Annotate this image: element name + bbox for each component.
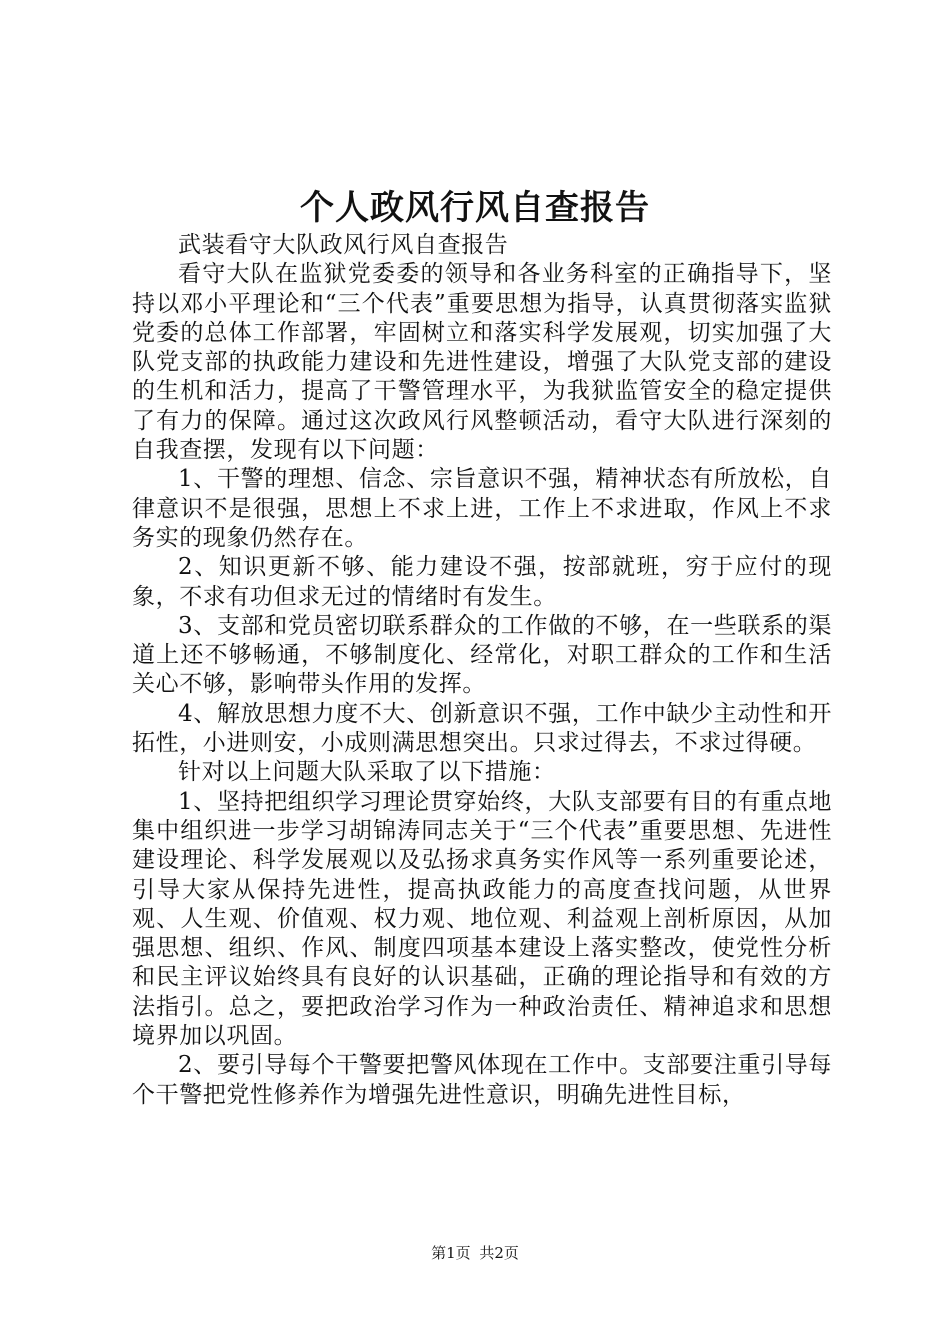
page-number: 第1页 — [431, 1244, 471, 1262]
page-total: 共2页 — [479, 1244, 519, 1262]
document-title: 个人政风行风自查报告 — [300, 188, 650, 228]
page-footer — [0, 1243, 950, 1263]
document-body — [132, 231, 832, 1110]
measures-heading: 针对以上问题大队采取了以下措施： — [178, 759, 556, 786]
intro-paragraph: 看守大队在监狱党委委的领导和各业务科室的正确指导下，坚持以邓小平理论和“三个代表”重要思想为指导，认真贯彻落实监狱党委的总体工作部署，牢固树立和落实科学发展观，切实加强了大队党支部的执政能力建设和先进性建设，增强了大队党支部的建设的生机和活力，提高了干警管理水平，为我狱监管安全的稳定提供了有力的保障。通过这次政风行风整顿活动，看守大队进行深刻的自我查摆，发现有以下问题： — [132, 261, 832, 464]
problem-item-3: 3、支部和党员密切联系群众的工作做的不够，在一些联系的渠道上还不够畅通，不够制度化、经常化，对职工群众的工作和生活关心不够，影响带头作用的发挥。 — [132, 612, 832, 698]
problem-item-4: 4、解放思想力度不大、创新意识不强，工作中缺少主动性和开拓性，小进则安，小成则满思想突出。只求过得去，不求过得硬。 — [132, 700, 832, 757]
measure-item-1: 1、坚持把组织学习理论贯穿始终，大队支部要有目的有重点地集中组织进一步学习胡锦涛同志关于“三个代表”重要思想、先进性建设理论、科学发展观以及弘扬求真务实作风等一系列重要论述，引导大家从保持先进性，提高执政能力的高度查找问题，从世界观、人生观、价值观、权力观、地位观、利益观上剖析原因，从加强思想、组织、作风、制度四项基本建设上落实整改，使党性分析和民主评议始终具有良好的认识基础，正确的理论指导和有效的方法指引。总之，要把政治学习作为一种政治责任、精神追求和思想境界加以巩固。 — [132, 788, 832, 1050]
problem-item-1: 1、干警的理想、信念、宗旨意识不强，精神状态有所放松，自律意识不是很强，思想上不求上进，工作上不求进取，作风上不求务实的现象仍然存在。 — [132, 466, 832, 551]
measure-item-2: 2、要引导每个干警要把警风体现在工作中。支部要注重引导每个干警把党性修养作为增强先进性意识，明确先进性目标， — [132, 1052, 832, 1108]
subtitle-paragraph: 武装看守大队政风行风自查报告 — [178, 232, 509, 258]
problem-item-2: 2、知识更新不够、能力建设不强，按部就班，穷于应付的现象，不求有功但求无过的情绪时有发生。 — [132, 554, 832, 610]
